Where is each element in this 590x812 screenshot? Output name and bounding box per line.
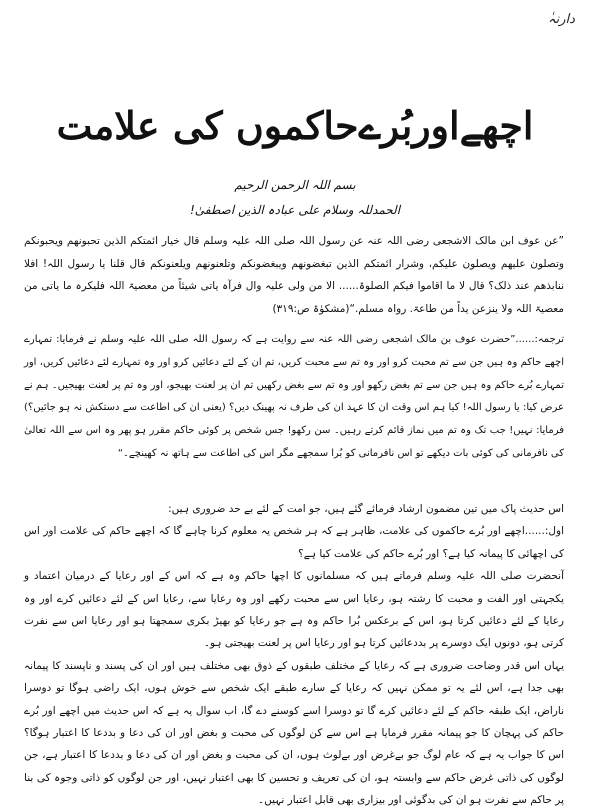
hadith-translation: ترجمہ:......”حضرت عوف بن مالک اشجعی رضی اللہ عنہ سے روایت ہے کہ رسول اللہ صلی اللہ علیہ وسلم نے فرمایا: تمہارے اچھے حاکم وہ ہیں جن سے تم محبت کرو اور وہ تم سے محبت کریں، تم ان کے لئے دعائیں کرو اور وہ تمہارے لئے دعائیں کریں، اور تمہارے بُرے حاکم وہ ہیں جن سے تم بغض رکھو اور وہ تم سے بغض رکھیں تم ان پر لعنت بھیجو، اور وہ تم پر لعنت بھیجیں۔ ہم نے عرض کیا: یا رسول اللہ! کیا ہم اس وقت ان کا عہد ان کی طرف نہ پھینک دیں؟ (یعنی ان کی اطاعت سے دستکش نہ ہو جائیں؟) فرمایا: نہیں! جب تک وہ تم میں نماز قائم کرتے رہیں۔ سن رکھو! جس شخص پر کوئی حاکم مقرر ہو پھر وہ اس سے اللہ تعالیٰ کی نافرمانی کی کوئی بات دیکھے تو اس نافرمانی کو بُرا سمجھے مگر اس کی اطاعت سے ہاتھ نہ کھینچے۔“ (24, 334, 564, 459)
corner-mark: ٰدارنہ (548, 12, 575, 27)
paragraph-clarification: یہاں اس قدر وضاحت ضروری ہے کہ رعایا کے مختلف طبقوں کے ذوق بھی مختلف ہیں اور ان کی پسند و ناپسند کا پیمانہ بھی جدا ہے، اس لئے یہ تو ممکن نہیں کہ رعایا کے سارے طبقے ایک شخص سے خوش ہوں، ایک راضی ہوگا تو دوسرا ناراض، ایک طبقہ حاکم کے لئے دعائیں کرے گا تو دوسرا اسے کوسنے دے گا، اب سوال یہ ہے کہ اس حدیث میں اچھے اور بُرے حاکم کی پہچان کا جو پیمانہ مقرر فرمایا ہے اس سے کن لوگوں کی محبت و بغض اور ان کی دعا و بددعا کا اعتبار ہوگا؟ اس کا جواب یہ ہے کہ عام لوگ جو بےغرض اور بےلوث ہوں، ان کی محبت و بغض اور ان کی دعا و بددعا کا اعتبار ہے، جن لوگوں کی ذاتی غرض حاکم سے وابستہ ہو، ان کی تعریف و تحسین کا بھی اعتبار نہیں، اور جن لوگوں کو ذاتی وجوہ کی بنا پر حاکم سے نفرت ہو ان کی بدگوئی اور بیزاری بھی قابل اعتبار نہیں۔ (24, 659, 564, 807)
bismillah-line: بسم اللہ الرحمن الرحیم (234, 178, 356, 192)
paragraph-good-ruler: آنحضرت صلی اللہ علیہ وسلم فرماتے ہیں کہ مسلمانوں کا اچھا حاکم وہ ہے کہ اس کے اور رعایا کے درمیان اعتماد و یکجہتی اور الفت و محبت کا رشتہ ہو، رعایا اس سے محبت رکھے اور وہ رعایا سے، رعایا اس کے لئے دعائیں کرے اور وہ رعایا کے لئے دعائیں کرتا ہو، اس کے برعکس بُرا حاکم وہ ہے جو رعایا کو بھیڑ بکری سمجھتا ہو اور رعایا اس سے نفرت کرتی ہو، دونوں ایک دوسرے پر بددعائیں کرتا ہو اور رعایا اس پر لعنت بھیجتی ہو۔ (24, 570, 564, 650)
paragraph-first-point: اول:......اچھے اور بُرے حاکموں کی علامت، ظاہر ہے کہ ہر شخص یہ معلوم کرنا چاہے گا کہ اچھے حاکم کی علامت اور اس کی اچھائی کا پیمانہ کیا ہے؟ اور بُرے حاکم کی علامت کیا ہے؟ (24, 525, 564, 560)
paragraph-intro: اس حدیث پاک میں تین مضمون ارشاد فرمائے گئے ہیں، جو امت کے لئے بے حد ضروری ہیں: (168, 503, 564, 515)
commentary-body (24, 498, 564, 812)
hamd-line: الحمدللہ وسلام علی عبادہ الذین اصطفیٰ! (189, 203, 401, 217)
hadith-arabic-text: ”عن عوف ابن مالک الاشجعی رضی اللہ عنہ عن رسول اللہ صلی اللہ علیہ وسلم قال خیار ائمتکم الذین تحبونھم ویحبونکم وتصلون علیھم ویصلون علیکم، وشرار ائمتکم الذین تبغضونھم ویبغضونکم وتلعنونھم ویلعنونکم قال قلنا یا رسول اللہ! افلا ننابذھم عند ذلک؟ قال لا ما اقاموا فیکم الصلوۃ...... الا من ولی علیہ وال فرآہ یاتی شیئاً من معصیۃ اللہ فلیکرہ ما یاتی من معصیۃ اللہ ولا ینزعن یداً من طاعۃ. رواہ مسلم.“(مشکوٰۃ ص:۳۱۹) (24, 235, 564, 315)
page-title: اچھےاوربُرےحاکموں کی علامت (56, 103, 534, 148)
